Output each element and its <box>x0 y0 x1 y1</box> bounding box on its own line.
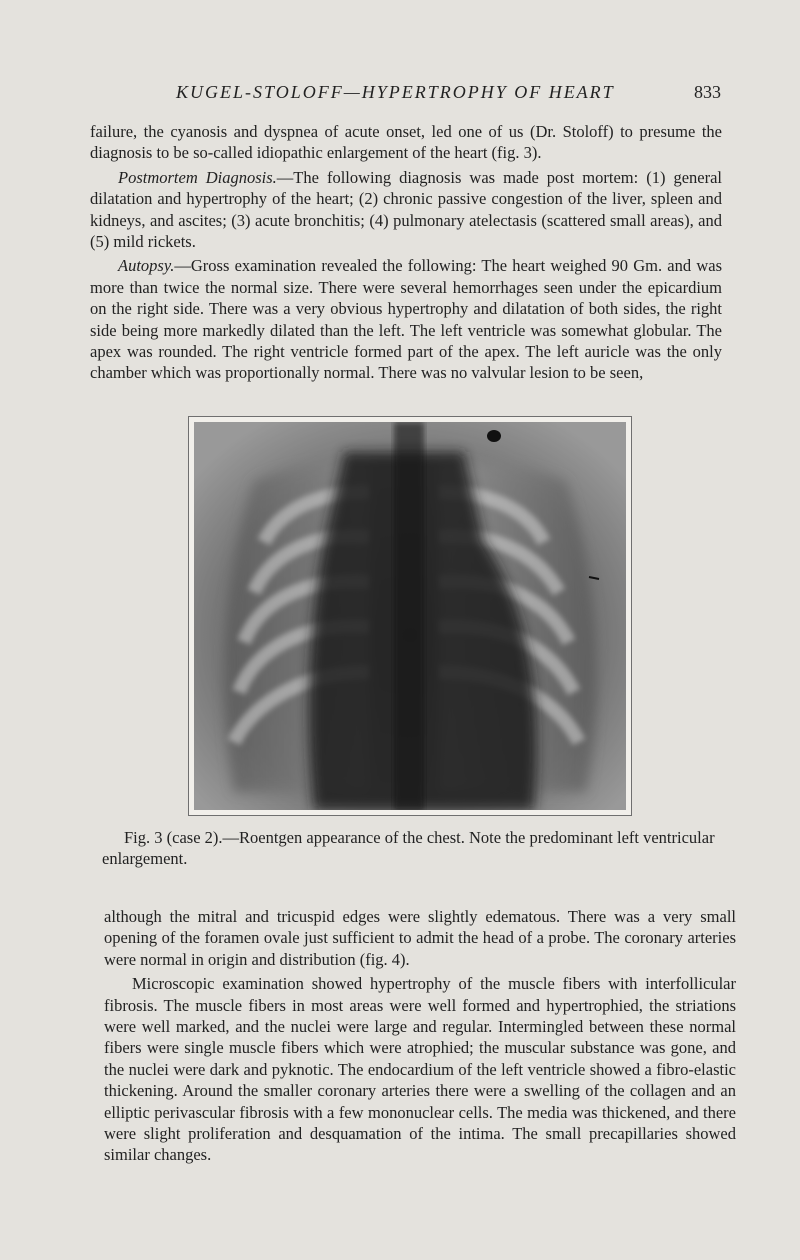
running-title: KUGEL-STOLOFF—HYPERTROPHY OF HEART <box>176 82 615 102</box>
text-block-bottom <box>104 906 736 1166</box>
autopsy-text: —Gross examination revealed the following: The heart weighed 90 Gm. and was more than twice the normal size. There were several hemorrhages seen under the epicardium on the right side. There was a very obvious hypertrophy and dilatation of both sides, the right side being more markedly dilated than the left. The left ventricle was somewhat globular. The apex was rounded. The right ventricle formed part of the apex. The left auricle was the only chamber which was proportionally normal. There was no valvular lesion to be seen, <box>90 256 722 383</box>
text-block-top <box>90 121 722 384</box>
chest-xray-image <box>194 422 626 810</box>
paragraph-continuation: failure, the cyanosis and dyspnea of acute onset, led one of us (Dr. Stoloff) to presume the diagnosis to be so-called idiopathic enlargement of the heart (fig. 3). <box>90 122 722 163</box>
paragraph-continued: although the mitral and tricuspid edges were slightly edematous. There was a very small opening of the foramen ovale just sufficient to admit the head of a probe. The coronary arteries were normal in origin and distribution (fig. 4). <box>104 907 736 969</box>
postmortem-text: —The following diagnosis was made post mortem: (1) general dilatation and hypertrophy of the heart; (2) chronic passive congestion of the liver, spleen and kidneys, and ascites; (3) acute bronchitis; (4) pulmonary atelectasis (scattered small areas), and (5) mild rickets. <box>90 167 722 252</box>
caption-text: Fig. 3 (case 2).—Roentgen appearance of the chest. Note the predominant left ventricular enlargement. <box>102 828 715 868</box>
autopsy-heading: Autopsy. <box>118 256 175 276</box>
page-number: 833 <box>694 82 721 102</box>
postmortem-heading: Postmortem Diagnosis. <box>118 167 277 187</box>
xray-figure <box>188 416 632 816</box>
paragraph-postmortem-diagnosis <box>90 167 722 253</box>
figure-caption <box>102 827 742 869</box>
paragraph-autopsy <box>90 255 722 383</box>
paragraph-microscopic: Microscopic examination showed hypertrophy of the muscle fibers with interfollicular fibrosis. The muscle fibers in most areas were well formed and hypertrophied, the striations were well marked, and the nuclei were large and regular. Intermingled between these normal fibers were single muscle fibers which were atrophied; the muscular substance was gone, and the nuclei were dark and pyknotic. The endocardium of the left ventricle showed a fibro-elastic thickening. Around the smaller coronary arteries there were a swelling of the collagen and an elliptic perivascular fibrosis with a few mononuclear cells. The media was thickened, and there were slight proliferation and desquamation of the intima. The small precapillaries showed similar changes. <box>104 974 736 1165</box>
